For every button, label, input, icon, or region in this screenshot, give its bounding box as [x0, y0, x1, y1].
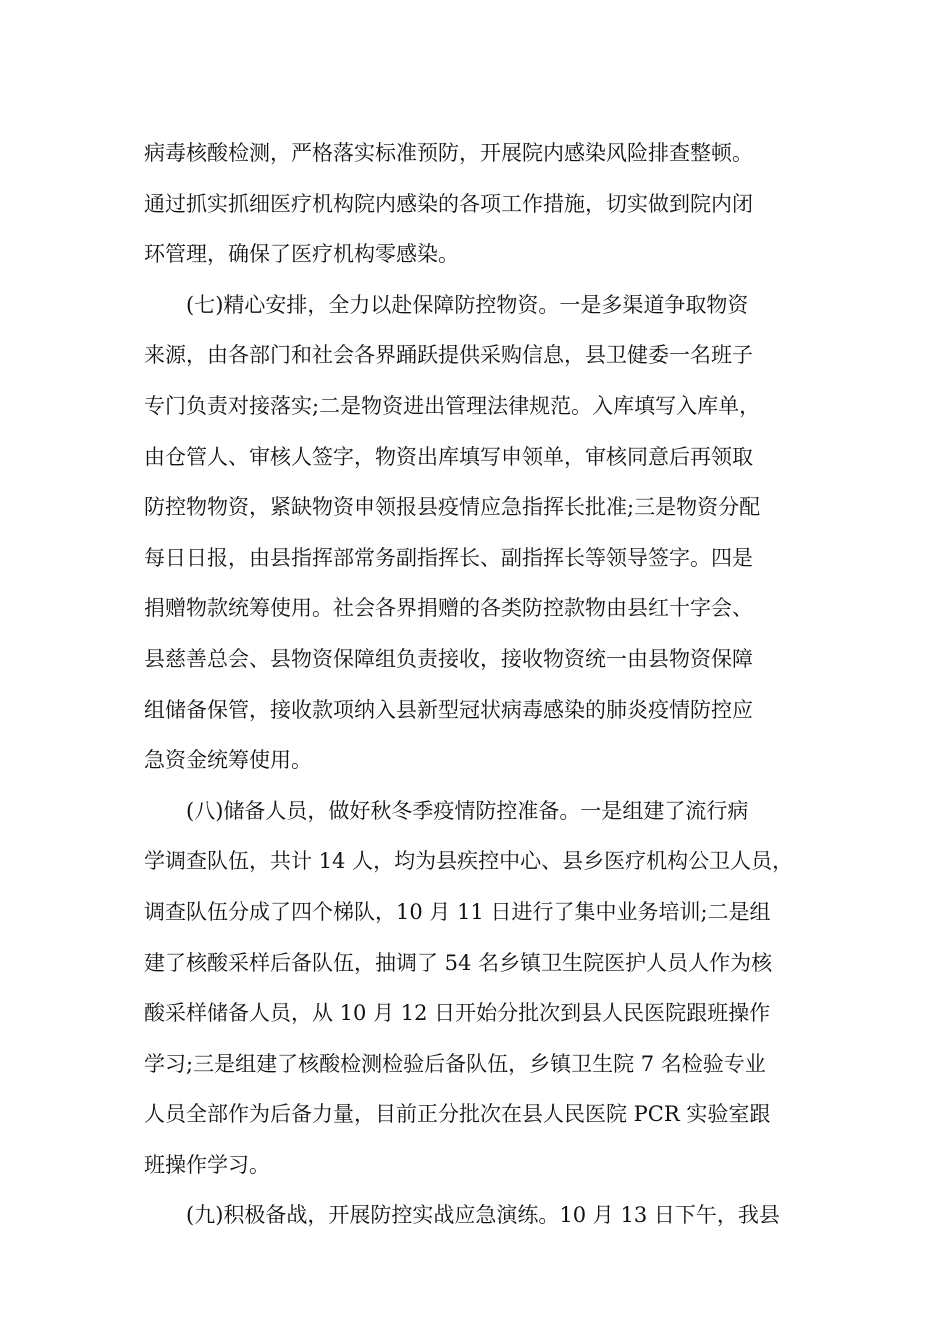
- text-line: 酸采样储备人员，从 10 月 12 日开始分批次到县人民医院跟班操作: [144, 1001, 771, 1026]
- text-line: 由仓管人、审核人签字，物资出库填写申领单，审核同意后再领取: [144, 444, 753, 469]
- text-line: 急资金统筹使用。: [144, 748, 312, 773]
- text-line: (八)储备人员，做好秋冬季疫情防控准备。一是组建了流行病: [186, 798, 749, 823]
- text-line: 学调查队伍，共计 14 人，均为县疾控中心、县乡医疗机构公卫人员，: [144, 849, 794, 874]
- text-line: 通过抓实抓细医疗机构院内感染的各项工作措施，切实做到院内闭: [144, 191, 753, 216]
- text-line: 调查队伍分成了四个梯队，10 月 11 日进行了集中业务培训;二是组: [144, 899, 771, 924]
- document-body: [144, 128, 812, 1241]
- text-line: 县慈善总会、县物资保障组负责接收，接收物资统一由县物资保障: [144, 646, 753, 671]
- text-line: 学习;三是组建了核酸检测检验后备队伍，乡镇卫生院 7 名检验专业: [144, 1051, 766, 1076]
- text-line: 专门负责对接落实;二是物资进出管理法律规范。入库填写入库单，: [144, 393, 761, 418]
- text-line: 防控物物资，紧缺物资申领报县疫情应急指挥长批准;三是物资分配: [144, 495, 761, 520]
- text-line: 病毒核酸检测，严格落实标准预防，开展院内感染风险排查整顿。: [144, 141, 753, 165]
- text-line: 班操作学习。: [144, 1152, 270, 1177]
- paragraph-continuation: [144, 128, 812, 280]
- text-line: (七)精心安排，全力以赴保障防控物资。一是多渠道争取物资: [186, 292, 749, 317]
- text-line: 捐赠物款统筹使用。社会各界捐赠的各类防控款物由县红十字会、: [144, 596, 753, 621]
- paragraph-section-8: [144, 786, 812, 1191]
- text-line: (九)积极备战，开展防控实战应急演练。10 月 13 日下午，我县: [186, 1203, 780, 1228]
- text-line: 来源，由各部门和社会各界踊跃提供采购信息，县卫健委一名班子: [144, 343, 753, 368]
- text-line: 人员全部作为后备力量，目前正分批次在县人民医院 PCR 实验室跟: [144, 1102, 771, 1127]
- text-line: 环管理，确保了医疗机构零感染。: [144, 242, 459, 267]
- paragraph-section-9: [144, 1190, 812, 1241]
- paragraph-section-7: [144, 280, 812, 786]
- text-line: 组储备保管，接收款项纳入县新型冠状病毒感染的肺炎疫情防控应: [144, 697, 753, 722]
- text-line: 建了核酸采样后备队伍，抽调了 54 名乡镇卫生院医护人员人作为核: [144, 950, 773, 975]
- text-line: 每日日报，由县指挥部常务副指挥长、副指挥长等领导签字。四是: [144, 545, 753, 570]
